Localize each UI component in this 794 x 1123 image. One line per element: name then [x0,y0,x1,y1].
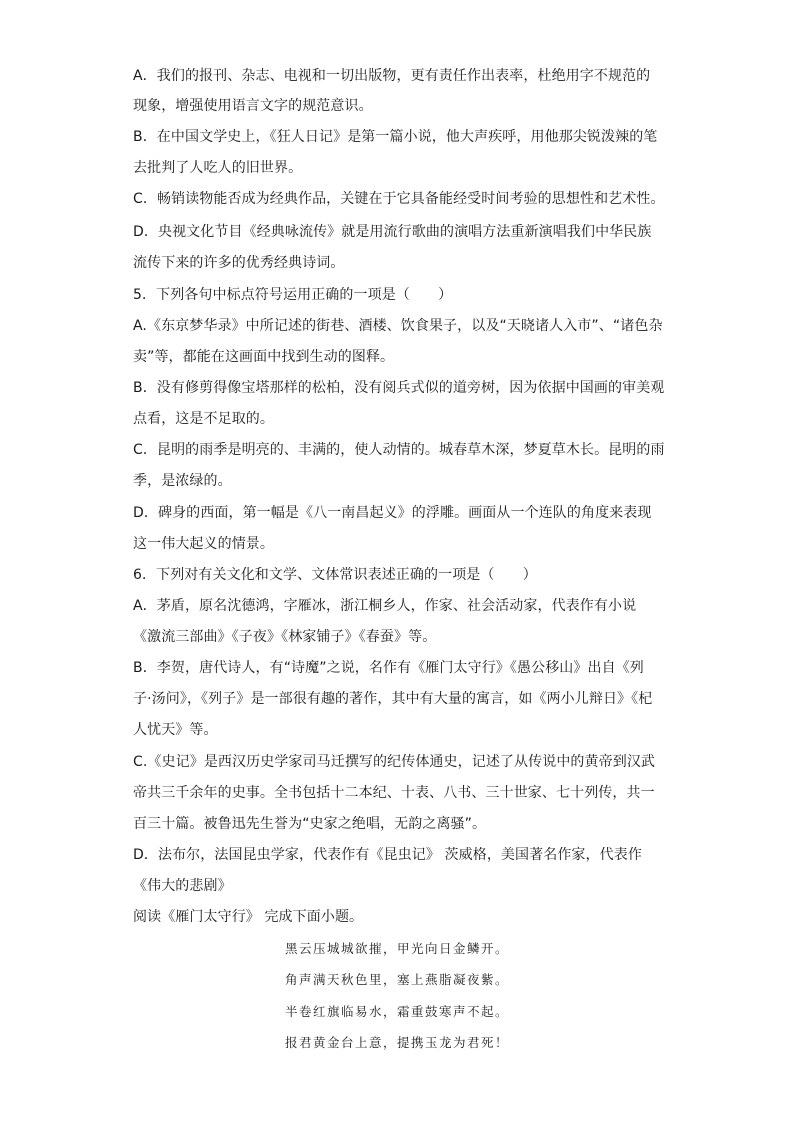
q5-option-a-line-2: 卖”等，都能在这画面中找到生动的图释。 [133,349,395,365]
question-5-title: 5．下列各句中标点符号运用正确的一项是（ ） [133,287,453,303]
option-a-line-1: A．我们的报刊、杂志、电视和一切出版物，更有责任作出表率，杜绝用字不规范的 [133,68,651,84]
q5-option-b-line-1: B．没有修剪得像宝塔那样的松柏，没有阅兵式似的道旁树，因为依据中国画的审美观 [133,380,665,396]
question-6-title: 6．下列对有关文化和文学、文体常识表述正确的一项是（ ） [133,567,537,583]
option-a-line-2: 现象，增强使用语言文字的规范意识。 [133,98,373,114]
q5-option-a-line-1: A.《东京梦华录》中所记述的街巷、酒楼、饮食果子，以及“天晓诸人入市”、“诸色杂 [133,318,663,334]
q5-option-d-line-1: D．碑身的西面，第一幅是《八一南昌起义》的浮雕。画面从一个连队的角度来表现 [133,505,652,521]
poem-line-2: 角声满天秋色里，塞上燕脂凝夜紫。 [284,972,509,987]
reading-instruction: 阅读《雁门太守行》 完成下面小题。 [133,909,364,925]
option-d-line-2: 流传下来的许多的优秀经典诗词。 [133,255,345,271]
poem-line-3: 半卷红旗临易水，霜重鼓寒声不起。 [284,1004,509,1019]
q6-option-b-line-3: 人忧天》等。 [133,722,218,738]
poem-line-1: 黑云压城城欲摧，甲光向日金鳞开。 [284,941,509,956]
q6-option-a-line-2: 《激流三部曲》《子夜》《林家铺子》《春蚕》等。 [133,629,437,645]
option-c-line-1: C．畅销读物能否成为经典作品，关键在于它具备能经受时间考验的思想性和艺术性。 [133,191,665,207]
q6-option-b-line-1: B．李贺，唐代诗人，有“诗魔”之说，名作有《雁门太守行》《愚公移山》出自《列 [133,660,644,676]
q6-option-d-line-1: D．法布尔，法国昆虫学家，代表作有《昆虫记》 茨威格，美国著名作家，代表作 [133,847,642,863]
option-d-line-1: D．央视文化节目《经典咏流传》就是用流行歌曲的演唱方法重新演唱我们中华民族 [133,224,652,240]
option-b-line-1: B．在中国文学史上，《狂人日记》是第一篇小说，他大声疾呼，用他那尖锐泼辣的笔 [133,129,658,145]
q6-option-b-line-2: 子·汤问》，《列子》是一部很有趣的著作，其中有大量的寓言，如《两小儿辩日》《杞 [133,691,653,707]
q6-option-a-line-1: A．茅盾，原名沈德鸿，字雁冰，浙江桐乡人，作家、社会活动家，代表作有小说 [133,598,637,614]
q5-option-c-line-2: 季，是浓绿的。 [133,473,232,489]
poem-line-4: 报君黄金台上意，提携玉龙为君死！ [284,1035,509,1050]
option-b-line-2: 去批判了人吃人的旧世界。 [133,160,303,176]
q5-option-c-line-1: C．昆明的雨季是明亮的、丰满的，使人动情的。城春草木深，梦夏草木长。昆明的雨 [133,442,665,458]
q6-option-d-line-2: 《伟大的悲剧》 [133,878,232,894]
q5-option-b-line-2: 点看，这是不足取的。 [133,411,274,427]
q6-option-c-line-3: 百三十篇。被鲁迅先生誉为“史家之绝唱，无韵之离骚”。 [133,816,487,832]
q6-option-c-line-1: C.《史记》是西汉历史学家司马迁撰写的纪传体通史，记述了从传说中的黄帝到汉武 [133,754,656,770]
q6-option-c-line-2: 帝共三千余年的史事。全书包括十二本纪、十表、八书、三十世家、七十列传，共一 [133,785,655,801]
q5-option-d-line-2: 这一伟大起义的情景。 [133,536,274,552]
